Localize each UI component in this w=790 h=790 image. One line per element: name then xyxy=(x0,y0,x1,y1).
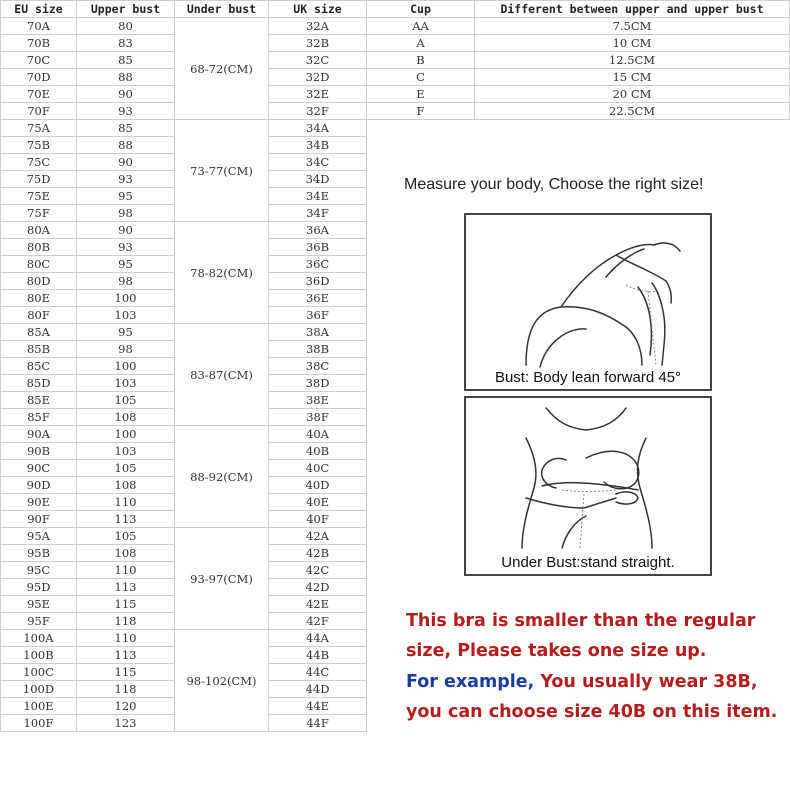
upper-bust-cell: 103 xyxy=(77,443,175,460)
upper-bust-cell: 93 xyxy=(77,103,175,120)
uk-size-cell: 38B xyxy=(269,341,367,358)
eu-size-cell: 70D xyxy=(1,69,77,86)
header-row xyxy=(1,1,790,18)
uk-size-cell: 32B xyxy=(269,35,367,52)
upper-bust-cell: 85 xyxy=(77,120,175,137)
eu-size-cell: 80C xyxy=(1,256,77,273)
under-bust-cell: 83-87(CM) xyxy=(175,324,269,426)
under-bust-cell: 78-82(CM) xyxy=(175,222,269,324)
upper-bust-cell: 110 xyxy=(77,494,175,511)
difference-cell: 20 CM xyxy=(475,86,790,103)
upper-bust-cell: 95 xyxy=(77,324,175,341)
upper-bust-cell: 88 xyxy=(77,137,175,154)
uk-size-cell: 38A xyxy=(269,324,367,341)
upper-bust-cell: 90 xyxy=(77,154,175,171)
under-bust-cell: 68-72(CM) xyxy=(175,18,269,120)
eu-size-cell: 80A xyxy=(1,222,77,239)
upper-bust-cell: 108 xyxy=(77,477,175,494)
upper-bust-cell: 93 xyxy=(77,171,175,188)
uk-size-cell: 38F xyxy=(269,409,367,426)
eu-size-cell: 90F xyxy=(1,511,77,528)
upper-bust-cell: 120 xyxy=(77,698,175,715)
upper-bust-cell: 85 xyxy=(77,52,175,69)
uk-size-cell: 42D xyxy=(269,579,367,596)
header-cup: Cup xyxy=(367,1,475,18)
uk-size-cell: 32F xyxy=(269,103,367,120)
eu-size-cell: 100F xyxy=(1,715,77,732)
uk-size-cell: 44A xyxy=(269,630,367,647)
cup-cell: A xyxy=(367,35,475,52)
example-label: For example, xyxy=(406,672,535,692)
upper-bust-cell: 80 xyxy=(77,18,175,35)
under-bust-figure-icon xyxy=(466,398,710,574)
uk-size-cell: 40C xyxy=(269,460,367,477)
eu-size-cell: 100A xyxy=(1,630,77,647)
upper-bust-cell: 123 xyxy=(77,715,175,732)
uk-size-cell: 44D xyxy=(269,681,367,698)
uk-size-cell: 42B xyxy=(269,545,367,562)
notice-line-1: This bra is smaller than the regular xyxy=(406,611,756,631)
upper-bust-cell: 100 xyxy=(77,358,175,375)
header-eu-size: EU size xyxy=(1,1,77,18)
eu-size-cell: 90E xyxy=(1,494,77,511)
upper-bust-cell: 103 xyxy=(77,375,175,392)
uk-size-cell: 40A xyxy=(269,426,367,443)
cup-cell: C xyxy=(367,69,475,86)
uk-size-cell: 42C xyxy=(269,562,367,579)
table-row xyxy=(1,86,790,103)
uk-size-cell: 34A xyxy=(269,120,367,137)
upper-bust-cell: 105 xyxy=(77,460,175,477)
notice-line-2: size, Please takes one size up. xyxy=(406,641,707,661)
uk-size-cell: 36E xyxy=(269,290,367,307)
under-bust-caption: Under Bust:stand straight. xyxy=(501,554,675,571)
upper-bust-cell: 113 xyxy=(77,647,175,664)
under-bust-cell: 88-92(CM) xyxy=(175,426,269,528)
upper-bust-cell: 95 xyxy=(77,256,175,273)
eu-size-cell: 80E xyxy=(1,290,77,307)
notice-line-3 xyxy=(406,672,758,692)
notice-line-4: you can choose size 40B on this item. xyxy=(406,702,778,722)
upper-bust-cell: 110 xyxy=(77,630,175,647)
bust-illustration xyxy=(464,213,712,391)
eu-size-cell: 95B xyxy=(1,545,77,562)
header-under-bust: Under bust xyxy=(175,1,269,18)
eu-size-cell: 95C xyxy=(1,562,77,579)
uk-size-cell: 40F xyxy=(269,511,367,528)
uk-size-cell: 42E xyxy=(269,596,367,613)
table-row xyxy=(1,52,790,69)
uk-size-cell: 32E xyxy=(269,86,367,103)
eu-size-cell: 90C xyxy=(1,460,77,477)
uk-size-cell: 36C xyxy=(269,256,367,273)
uk-size-cell: 42F xyxy=(269,613,367,630)
eu-size-cell: 85A xyxy=(1,324,77,341)
uk-size-cell: 44B xyxy=(269,647,367,664)
under-bust-cell: 73-77(CM) xyxy=(175,120,269,222)
header-difference: Different between upper and upper bust xyxy=(475,1,790,18)
uk-size-cell: 32C xyxy=(269,52,367,69)
upper-bust-cell: 115 xyxy=(77,664,175,681)
table-row xyxy=(1,120,790,137)
upper-bust-cell: 98 xyxy=(77,205,175,222)
eu-size-cell: 95D xyxy=(1,579,77,596)
uk-size-cell: 34C xyxy=(269,154,367,171)
upper-bust-cell: 93 xyxy=(77,239,175,256)
upper-bust-cell: 88 xyxy=(77,69,175,86)
cup-cell: E xyxy=(367,86,475,103)
table-row xyxy=(1,18,790,35)
upper-bust-cell: 110 xyxy=(77,562,175,579)
upper-bust-cell: 113 xyxy=(77,511,175,528)
uk-size-cell: 34B xyxy=(269,137,367,154)
cup-cell: AA xyxy=(367,18,475,35)
eu-size-cell: 95F xyxy=(1,613,77,630)
eu-size-cell: 85E xyxy=(1,392,77,409)
difference-cell: 10 CM xyxy=(475,35,790,52)
eu-size-cell: 75F xyxy=(1,205,77,222)
eu-size-cell: 90A xyxy=(1,426,77,443)
example-text: You usually wear 38B, xyxy=(534,672,758,692)
upper-bust-cell: 90 xyxy=(77,86,175,103)
eu-size-cell: 70F xyxy=(1,103,77,120)
header-upper-bust: Upper bust xyxy=(77,1,175,18)
uk-size-cell: 38E xyxy=(269,392,367,409)
upper-bust-cell: 108 xyxy=(77,545,175,562)
header-uk-size: UK size xyxy=(269,1,367,18)
uk-size-cell: 44F xyxy=(269,715,367,732)
uk-size-cell: 38D xyxy=(269,375,367,392)
eu-size-cell: 80B xyxy=(1,239,77,256)
upper-bust-cell: 100 xyxy=(77,426,175,443)
eu-size-cell: 85B xyxy=(1,341,77,358)
uk-size-cell: 40D xyxy=(269,477,367,494)
cup-cell: B xyxy=(367,52,475,69)
upper-bust-cell: 118 xyxy=(77,613,175,630)
eu-size-cell: 75C xyxy=(1,154,77,171)
eu-size-cell: 85C xyxy=(1,358,77,375)
upper-bust-cell: 98 xyxy=(77,341,175,358)
uk-size-cell: 32D xyxy=(269,69,367,86)
uk-size-cell: 44C xyxy=(269,664,367,681)
bust-caption: Bust: Body lean forward 45° xyxy=(494,369,682,386)
upper-bust-cell: 113 xyxy=(77,579,175,596)
upper-bust-cell: 100 xyxy=(77,290,175,307)
upper-bust-cell: 105 xyxy=(77,528,175,545)
under-bust-cell: 93-97(CM) xyxy=(175,528,269,630)
difference-cell: 12.5CM xyxy=(475,52,790,69)
eu-size-cell: 85D xyxy=(1,375,77,392)
eu-size-cell: 90D xyxy=(1,477,77,494)
eu-size-cell: 75E xyxy=(1,188,77,205)
difference-cell: 7.5CM xyxy=(475,18,790,35)
upper-bust-cell: 115 xyxy=(77,596,175,613)
eu-size-cell: 70A xyxy=(1,18,77,35)
bust-figure-icon xyxy=(466,215,710,389)
cup-cell: F xyxy=(367,103,475,120)
eu-size-cell: 70B xyxy=(1,35,77,52)
uk-size-cell: 38C xyxy=(269,358,367,375)
uk-size-cell: 44E xyxy=(269,698,367,715)
table-row xyxy=(1,69,790,86)
table-row xyxy=(1,35,790,52)
uk-size-cell: 36B xyxy=(269,239,367,256)
eu-size-cell: 70C xyxy=(1,52,77,69)
eu-size-cell: 90B xyxy=(1,443,77,460)
eu-size-cell: 75D xyxy=(1,171,77,188)
eu-size-cell: 75A xyxy=(1,120,77,137)
eu-size-cell: 80D xyxy=(1,273,77,290)
eu-size-cell: 100E xyxy=(1,698,77,715)
uk-size-cell: 40E xyxy=(269,494,367,511)
uk-size-cell: 36D xyxy=(269,273,367,290)
uk-size-cell: 36F xyxy=(269,307,367,324)
eu-size-cell: 95A xyxy=(1,528,77,545)
eu-size-cell: 95E xyxy=(1,596,77,613)
uk-size-cell: 40B xyxy=(269,443,367,460)
upper-bust-cell: 108 xyxy=(77,409,175,426)
upper-bust-cell: 98 xyxy=(77,273,175,290)
upper-bust-cell: 83 xyxy=(77,35,175,52)
under-bust-cell: 98-102(CM) xyxy=(175,630,269,732)
eu-size-cell: 75B xyxy=(1,137,77,154)
eu-size-cell: 85F xyxy=(1,409,77,426)
uk-size-cell: 34D xyxy=(269,171,367,188)
under-bust-illustration xyxy=(464,396,712,576)
upper-bust-cell: 90 xyxy=(77,222,175,239)
eu-size-cell: 80F xyxy=(1,307,77,324)
uk-size-cell: 34F xyxy=(269,205,367,222)
eu-size-cell: 70E xyxy=(1,86,77,103)
upper-bust-cell: 118 xyxy=(77,681,175,698)
uk-size-cell: 42A xyxy=(269,528,367,545)
difference-cell: 22.5CM xyxy=(475,103,790,120)
eu-size-cell: 100B xyxy=(1,647,77,664)
upper-bust-cell: 95 xyxy=(77,188,175,205)
uk-size-cell: 36A xyxy=(269,222,367,239)
upper-bust-cell: 105 xyxy=(77,392,175,409)
uk-size-cell: 34E xyxy=(269,188,367,205)
eu-size-cell: 100C xyxy=(1,664,77,681)
uk-size-cell: 32A xyxy=(269,18,367,35)
measure-title: Measure your body, Choose the right size! xyxy=(404,176,704,193)
upper-bust-cell: 103 xyxy=(77,307,175,324)
difference-cell: 15 CM xyxy=(475,69,790,86)
eu-size-cell: 100D xyxy=(1,681,77,698)
table-row xyxy=(1,103,790,120)
